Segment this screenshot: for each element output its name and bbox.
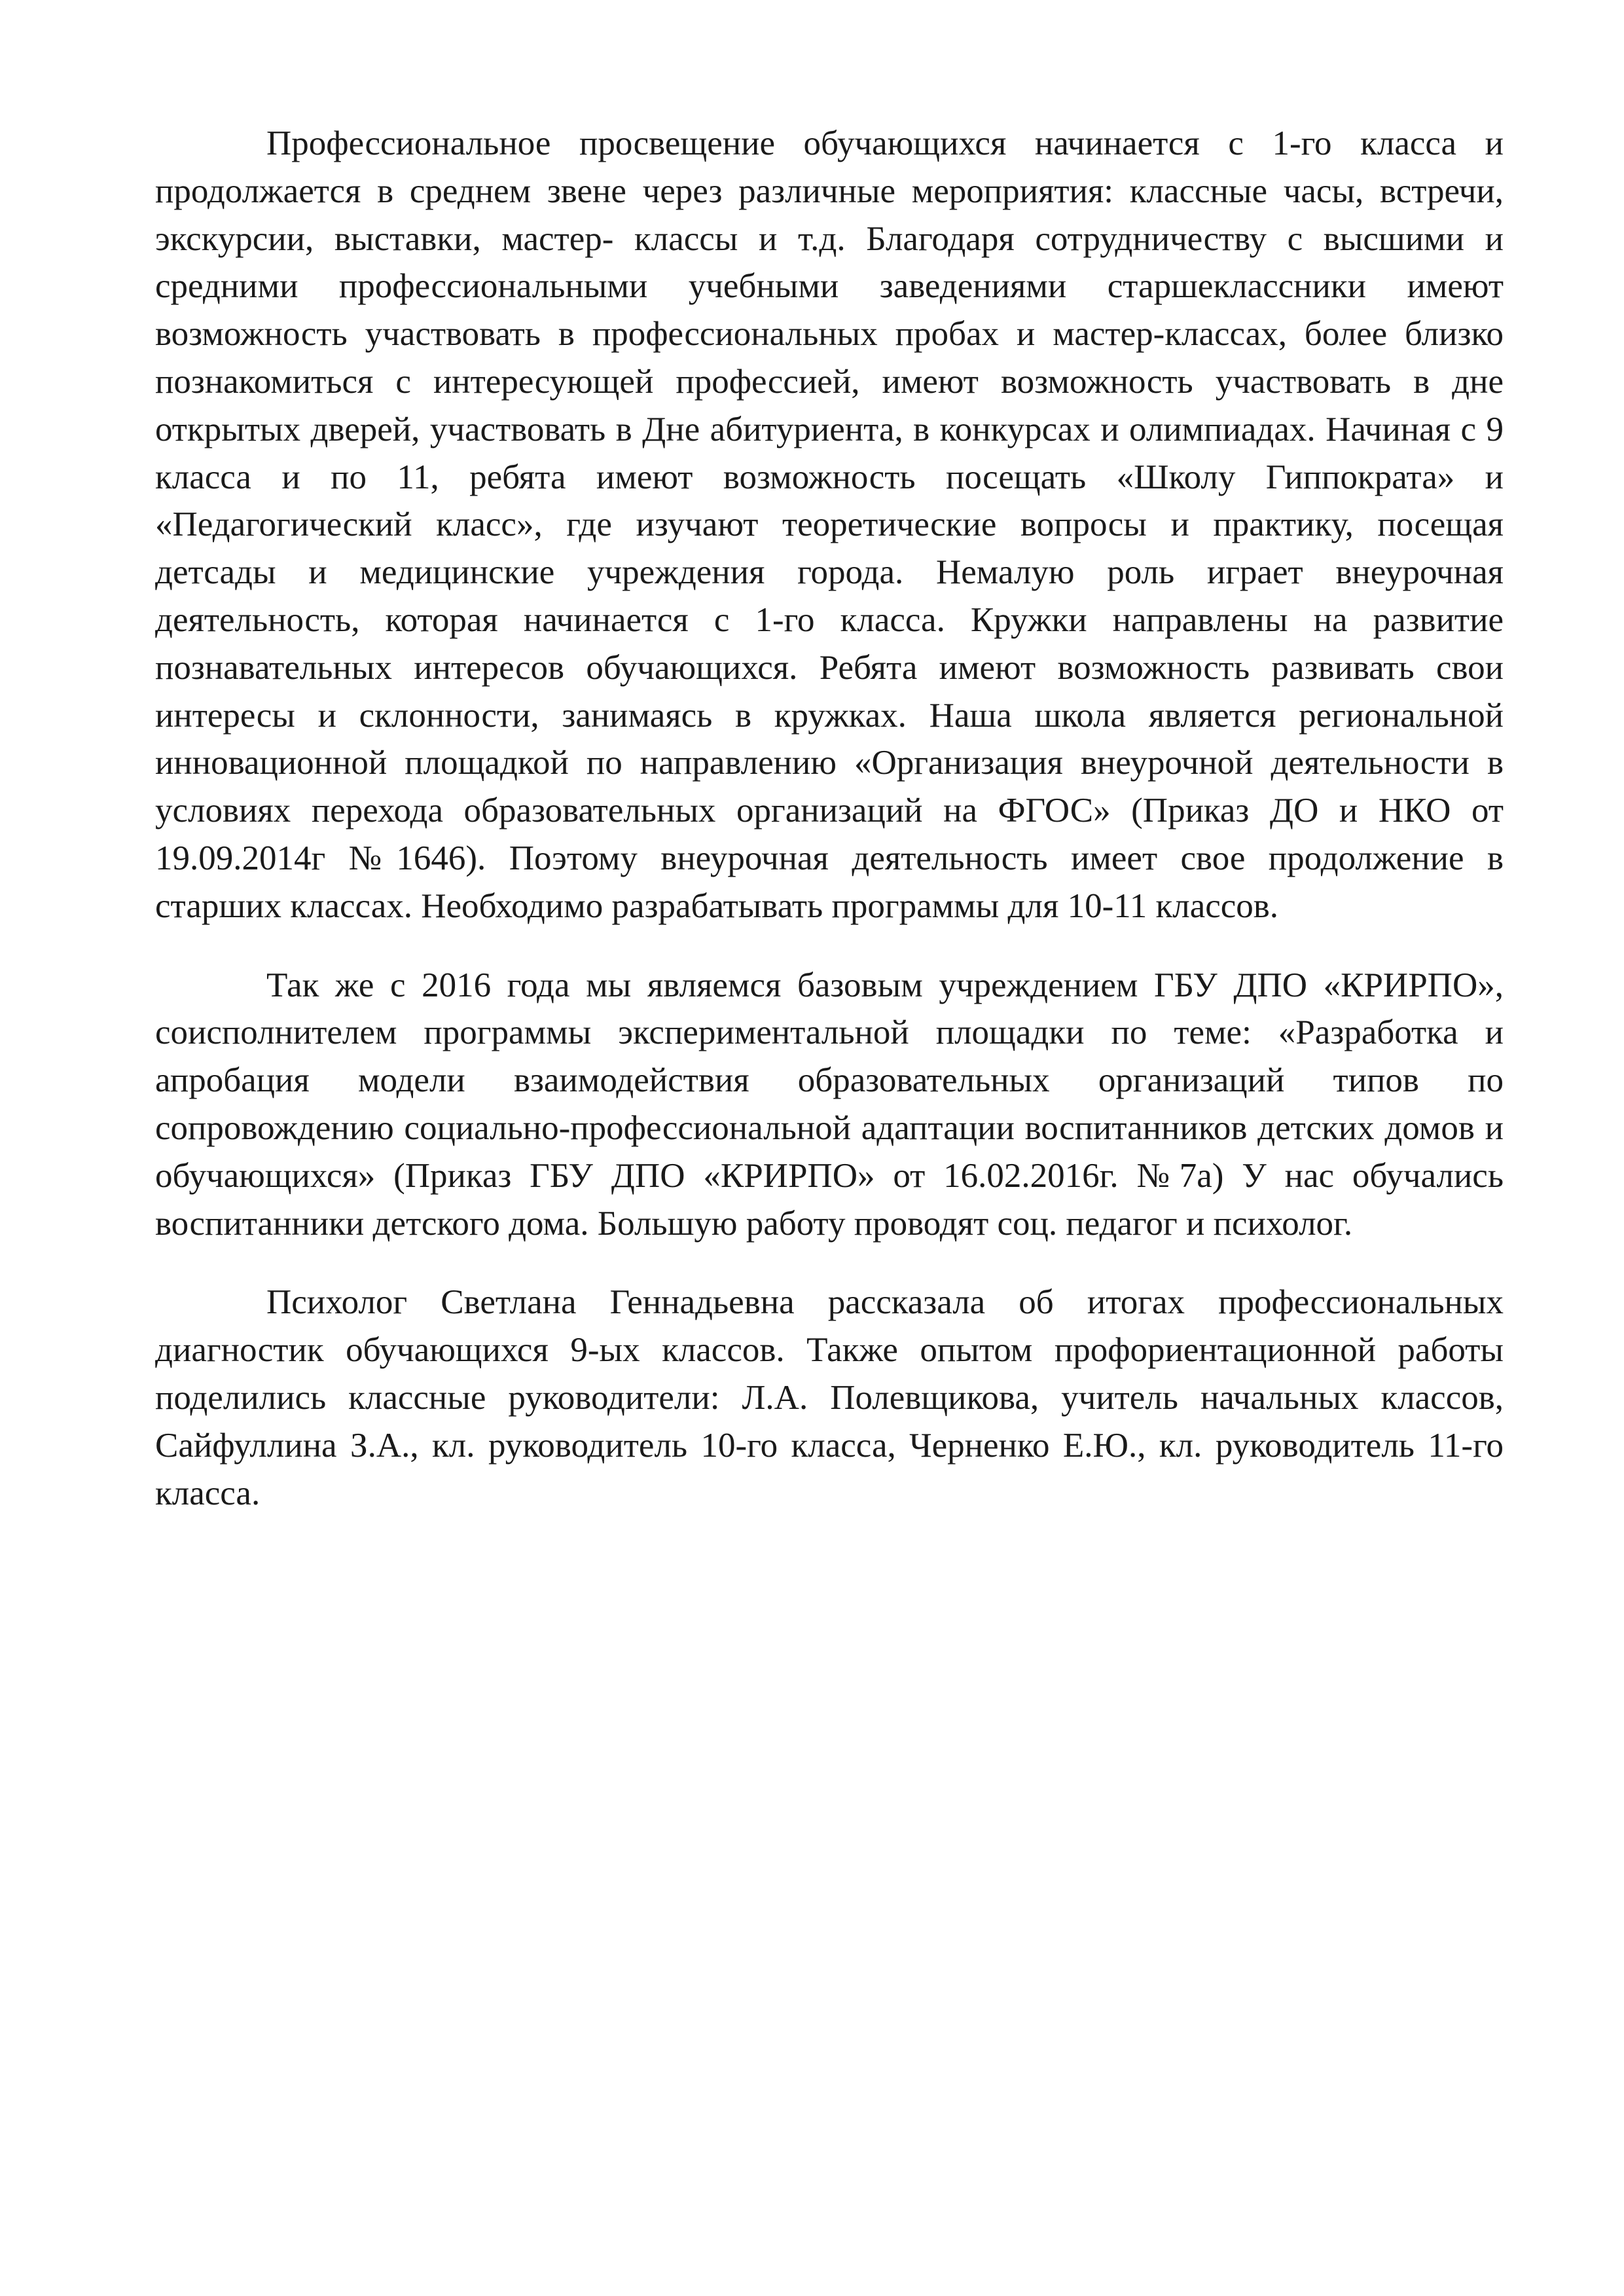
paragraph-career-education: Профессиональное просвещение обучающихся начинается с 1-го класса и продолжается в среднем звене через различные мероприятия: классные часы, встречи, экскурсии, выставки, мастер- классы и т.д. Благодаря сотрудничеству с высшими и средними профессиональными учебными заведениями старшеклассники имеют возможность участвовать в профессиональных пробах и мастер-классах, более близко познакомиться с интересующей профессией, имеют возможность участвовать в дне открытых дверей, участвовать в Дне абитуриента, в конкурсах и олимпиадах. Начиная с 9 класса и по 11, ребята имеют возможность посещать «Школу Гиппократа» и «Педагогический класс», где изучают теоретические вопросы и практику, посещая детсады и медицинские учреждения города. Немалую роль играет внеурочная деятельность, которая начинается с 1-го класса. Кружки направлены на развитие познавательных интересов обучающихся. Ребята имеют возможность развивать свои интересы и склонности, занимаясь в кружках. Наша школа является региональной инновационной площадкой по направлению «Организация внеурочной деятельности в условиях перехода образовательных организаций на ФГОС» (Приказ ДО и НКО от 19.09.2014г №1646). Поэтому внеурочная деятельность имеет свое продолжение в старших классах. Необходимо разрабатывать программы для 10-11 классов. (155, 124, 1504, 925)
document-body (155, 120, 1504, 1517)
paragraph-kripro-program: Так же с 2016 года мы являемся базовым учреждением ГБУ ДПО «КРИРПО», соисполнителем программы экспериментальной площадки по теме: «Разработка и апробация модели взаимодействия образовательных организаций типов по сопровождению социально-профессиональной адаптации воспитанников детских домов и обучающихся» (Приказ ГБУ ДПО «КРИРПО» от 16.02.2016г. №7а) У нас обучались воспитанники детского дома. Большую работу проводят соц. педагог и психолог. (155, 966, 1504, 1243)
paragraph-psychologist-report: Психолог Светлана Геннадьевна рассказала об итогах профессиональных диагностик обучающихся 9-ых классов. Также опытом профориентационной работы поделились классные руководители: Л.А. Полевщикова, учитель начальных классов, Сайфуллина З.А., кл. руководитель 10-го класса, Черненко Е.Ю., кл. руководитель 11-го класса. (155, 1283, 1504, 1512)
